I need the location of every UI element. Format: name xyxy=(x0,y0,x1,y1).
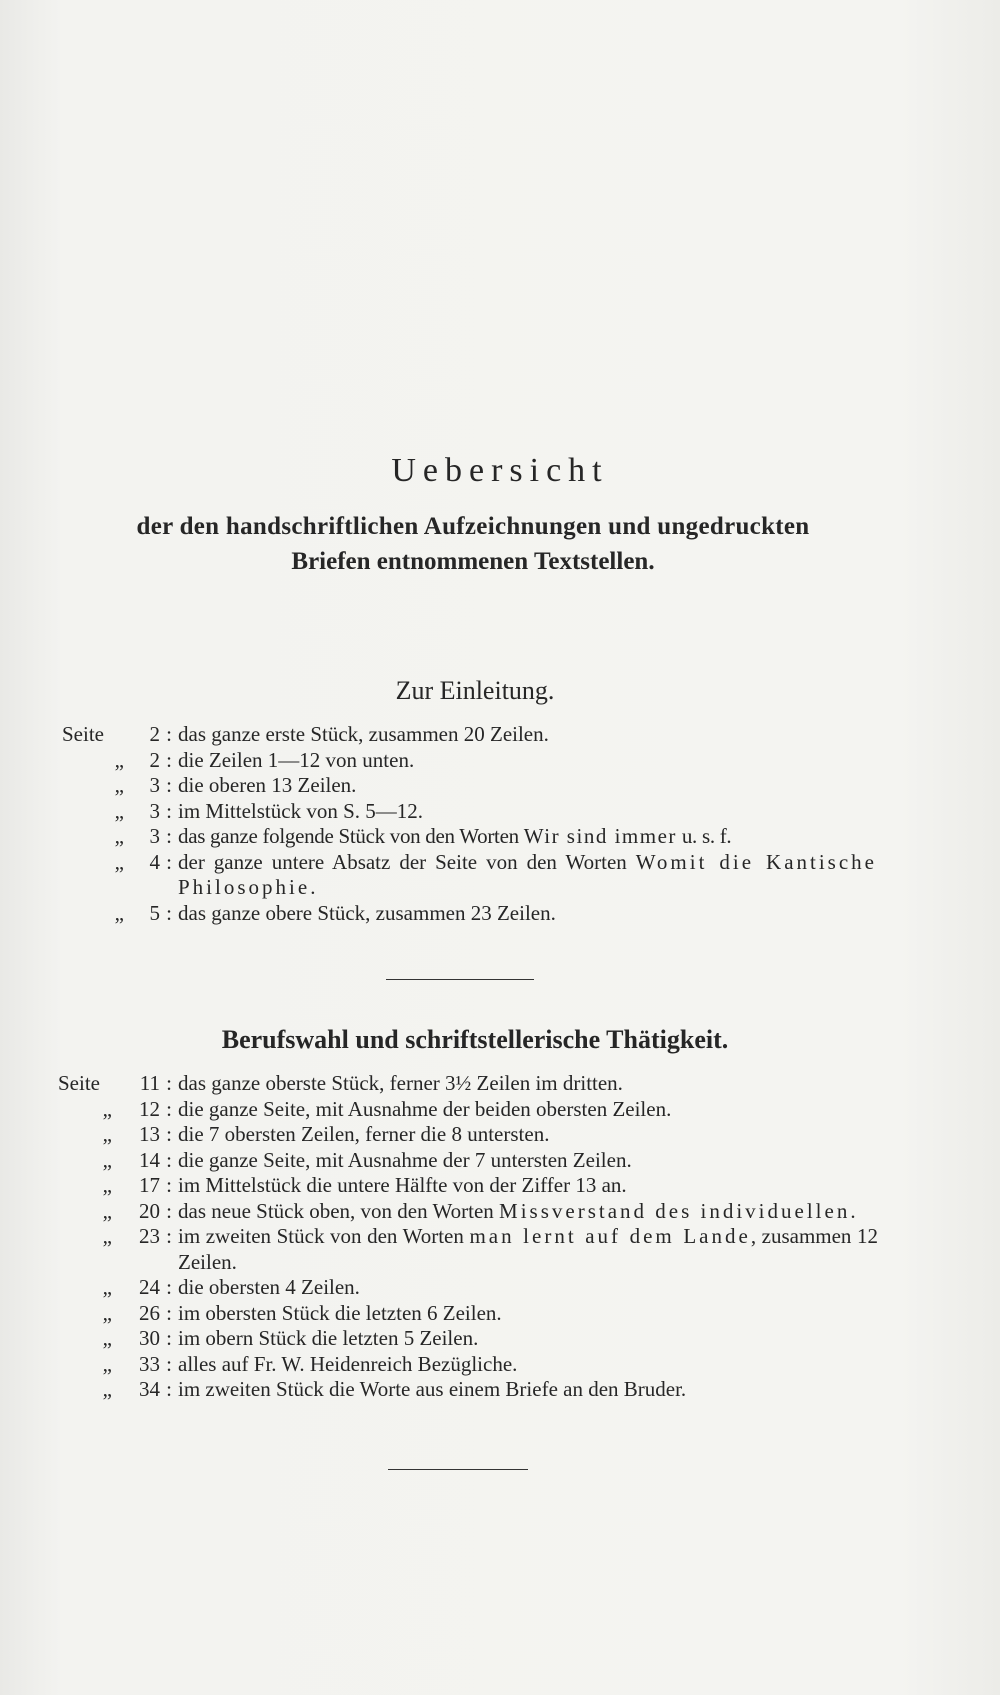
entry-text-after: u. s. f. xyxy=(676,824,732,848)
entry-prefix: „ xyxy=(102,1275,112,1299)
entry-prefix: „ xyxy=(114,824,124,848)
entry-colon: : xyxy=(166,1300,172,1325)
entry-colon: : xyxy=(166,1071,172,1095)
entry-text xyxy=(178,1199,878,1225)
entry-page: 26 xyxy=(139,1300,160,1325)
entry-text: im zweiten Stück die Worte aus einem Briefe an den Bruder. xyxy=(178,1377,687,1401)
entry-prefix: „ xyxy=(102,1147,112,1172)
entry-page: 4 xyxy=(149,849,160,874)
entry-colon: : xyxy=(166,1096,172,1121)
entry-prefix: „ xyxy=(114,773,124,797)
entry-page: 3 xyxy=(149,773,160,797)
entry-prefix: „ xyxy=(102,1326,112,1350)
entry-prefix: „ xyxy=(102,1096,112,1121)
entry-text-after: . xyxy=(850,1198,856,1223)
entry-text-spaced: Wir sind immer xyxy=(523,824,677,848)
section-divider-1 xyxy=(386,979,534,980)
entry-text: im obern Stück die letzten 5 Zeilen. xyxy=(178,1326,479,1350)
list-item xyxy=(58,1326,878,1352)
entry-colon: : xyxy=(166,1198,172,1223)
list-item xyxy=(58,1224,878,1275)
list-item xyxy=(58,1352,878,1378)
entry-prefix: „ xyxy=(114,798,124,823)
list-item xyxy=(62,901,877,927)
entry-colon: : xyxy=(166,1377,172,1401)
entry-prefix: Seite xyxy=(62,722,104,746)
list-item xyxy=(58,1148,878,1174)
entry-text-spaced: Missverstand des individuellen xyxy=(499,1198,851,1223)
entry-page: 3 xyxy=(149,824,160,848)
subtitle-line-2: Briefen entnommenen Textstellen. xyxy=(291,548,655,575)
entry-colon: : xyxy=(166,1173,172,1197)
list-item xyxy=(58,1301,878,1327)
section-heading-einleitung: Zur Einleitung. xyxy=(395,676,555,705)
entry-prefix: „ xyxy=(114,747,124,772)
entry-colon: : xyxy=(166,747,172,772)
list-item xyxy=(62,748,877,774)
entry-text: das ganze erste Stück, zusammen 20 Zeilen. xyxy=(178,722,549,746)
entry-page: 34 xyxy=(139,1377,160,1401)
list-item xyxy=(62,799,877,825)
section-divider-2 xyxy=(388,1469,528,1470)
entry-text-spaced: Womit die Kantische Philosophie xyxy=(178,849,877,899)
section-list-berufswahl xyxy=(58,1071,878,1403)
entry-text xyxy=(178,850,877,901)
list-item xyxy=(58,1377,878,1403)
entry-text: die oberen 13 Zeilen. xyxy=(178,773,357,797)
entry-text: die ganze Seite, mit Ausnahme der 7 untersten Zeilen. xyxy=(178,1147,632,1172)
entry-text: im Mittelstück von S. 5—12. xyxy=(178,798,424,823)
entry-text-after: . xyxy=(310,875,316,899)
entry-prefix: „ xyxy=(102,1173,112,1197)
entry-text-before: der ganze untere Absatz der Seite von den Worten xyxy=(178,849,636,874)
entry-page: 13 xyxy=(139,1122,160,1146)
section-list-einleitung xyxy=(62,722,877,926)
entry-page: 23 xyxy=(139,1224,160,1248)
entry-page: 17 xyxy=(139,1173,160,1197)
entry-colon: : xyxy=(166,773,172,797)
entry-page: 2 xyxy=(149,747,160,772)
entry-prefix: Seite xyxy=(58,1071,100,1095)
subtitle-line-1: der den handschriftlichen Aufzeichnungen und ungedruckten xyxy=(136,513,810,540)
entry-colon: : xyxy=(166,1224,172,1248)
entry-colon: : xyxy=(166,1275,172,1299)
entry-text: im Mittelstück die untere Hälfte von der Ziffer 13 an. xyxy=(178,1173,627,1197)
entry-page: 2 xyxy=(149,722,160,746)
entry-text: das ganze obere Stück, zusammen 23 Zeilen. xyxy=(178,900,556,925)
entry-colon: : xyxy=(166,1326,172,1350)
entry-colon: : xyxy=(166,1122,172,1146)
entry-page: 12 xyxy=(139,1096,160,1121)
entry-colon: : xyxy=(166,722,172,746)
entry-text-before: im zweiten Stück von den Worten xyxy=(178,1224,470,1248)
entry-page: 30 xyxy=(139,1326,160,1350)
entry-colon: : xyxy=(166,849,172,874)
entry-prefix: „ xyxy=(102,1224,112,1248)
list-item xyxy=(62,824,877,850)
entry-text xyxy=(178,1224,878,1275)
entry-text-before: das ganze folgende Stück von den Worten xyxy=(178,824,524,848)
entry-text: das ganze oberste Stück, ferner 3½ Zeilen im dritten. xyxy=(178,1071,623,1095)
list-item xyxy=(58,1122,878,1148)
list-item xyxy=(58,1173,878,1199)
entry-prefix: „ xyxy=(102,1198,112,1223)
entry-prefix: „ xyxy=(114,849,124,874)
entry-text-after: , zusammen 12 Zeilen. xyxy=(178,1224,879,1274)
entry-text: die 7 obersten Zeilen, ferner die 8 untersten. xyxy=(178,1122,550,1146)
entry-colon: : xyxy=(166,1147,172,1172)
entry-text-spaced: man lernt auf dem Lande xyxy=(469,1224,751,1248)
entry-page: 24 xyxy=(139,1275,160,1299)
entry-text: die obersten 4 Zeilen. xyxy=(178,1275,360,1299)
page-title: Uebersicht xyxy=(391,452,609,489)
entry-page: 14 xyxy=(139,1147,160,1172)
list-item xyxy=(58,1097,878,1123)
entry-page: 20 xyxy=(139,1198,160,1223)
entry-page: 33 xyxy=(139,1351,160,1376)
section-heading-berufswahl: Berufswahl und schriftstellerische Thätigkeit. xyxy=(221,1025,729,1054)
list-item xyxy=(58,1071,878,1097)
entry-text-before: das neue Stück oben, von den Worten xyxy=(178,1198,500,1223)
entry-colon: : xyxy=(166,900,172,925)
list-item xyxy=(58,1199,878,1225)
entry-text: im obersten Stück die letzten 6 Zeilen. xyxy=(178,1300,502,1325)
entry-text: die Zeilen 1—12 von unten. xyxy=(178,747,415,772)
entry-page: 5 xyxy=(149,900,160,925)
entry-text xyxy=(178,824,877,850)
entry-prefix: „ xyxy=(102,1351,112,1376)
list-item xyxy=(62,850,877,901)
entry-prefix: „ xyxy=(102,1377,112,1401)
list-item xyxy=(62,773,877,799)
entry-text: die ganze Seite, mit Ausnahme der beiden obersten Zeilen. xyxy=(178,1096,672,1121)
entry-colon: : xyxy=(166,824,172,848)
entry-text: alles auf Fr. W. Heidenreich Bezügliche. xyxy=(178,1351,518,1376)
entry-page: 11 xyxy=(139,1071,160,1095)
list-item xyxy=(62,722,877,748)
entry-prefix: „ xyxy=(102,1300,112,1325)
entry-page: 3 xyxy=(149,798,160,823)
entry-colon: : xyxy=(166,798,172,823)
entry-colon: : xyxy=(166,1351,172,1376)
entry-prefix: „ xyxy=(102,1122,112,1146)
entry-prefix: „ xyxy=(114,900,124,925)
list-item xyxy=(58,1275,878,1301)
